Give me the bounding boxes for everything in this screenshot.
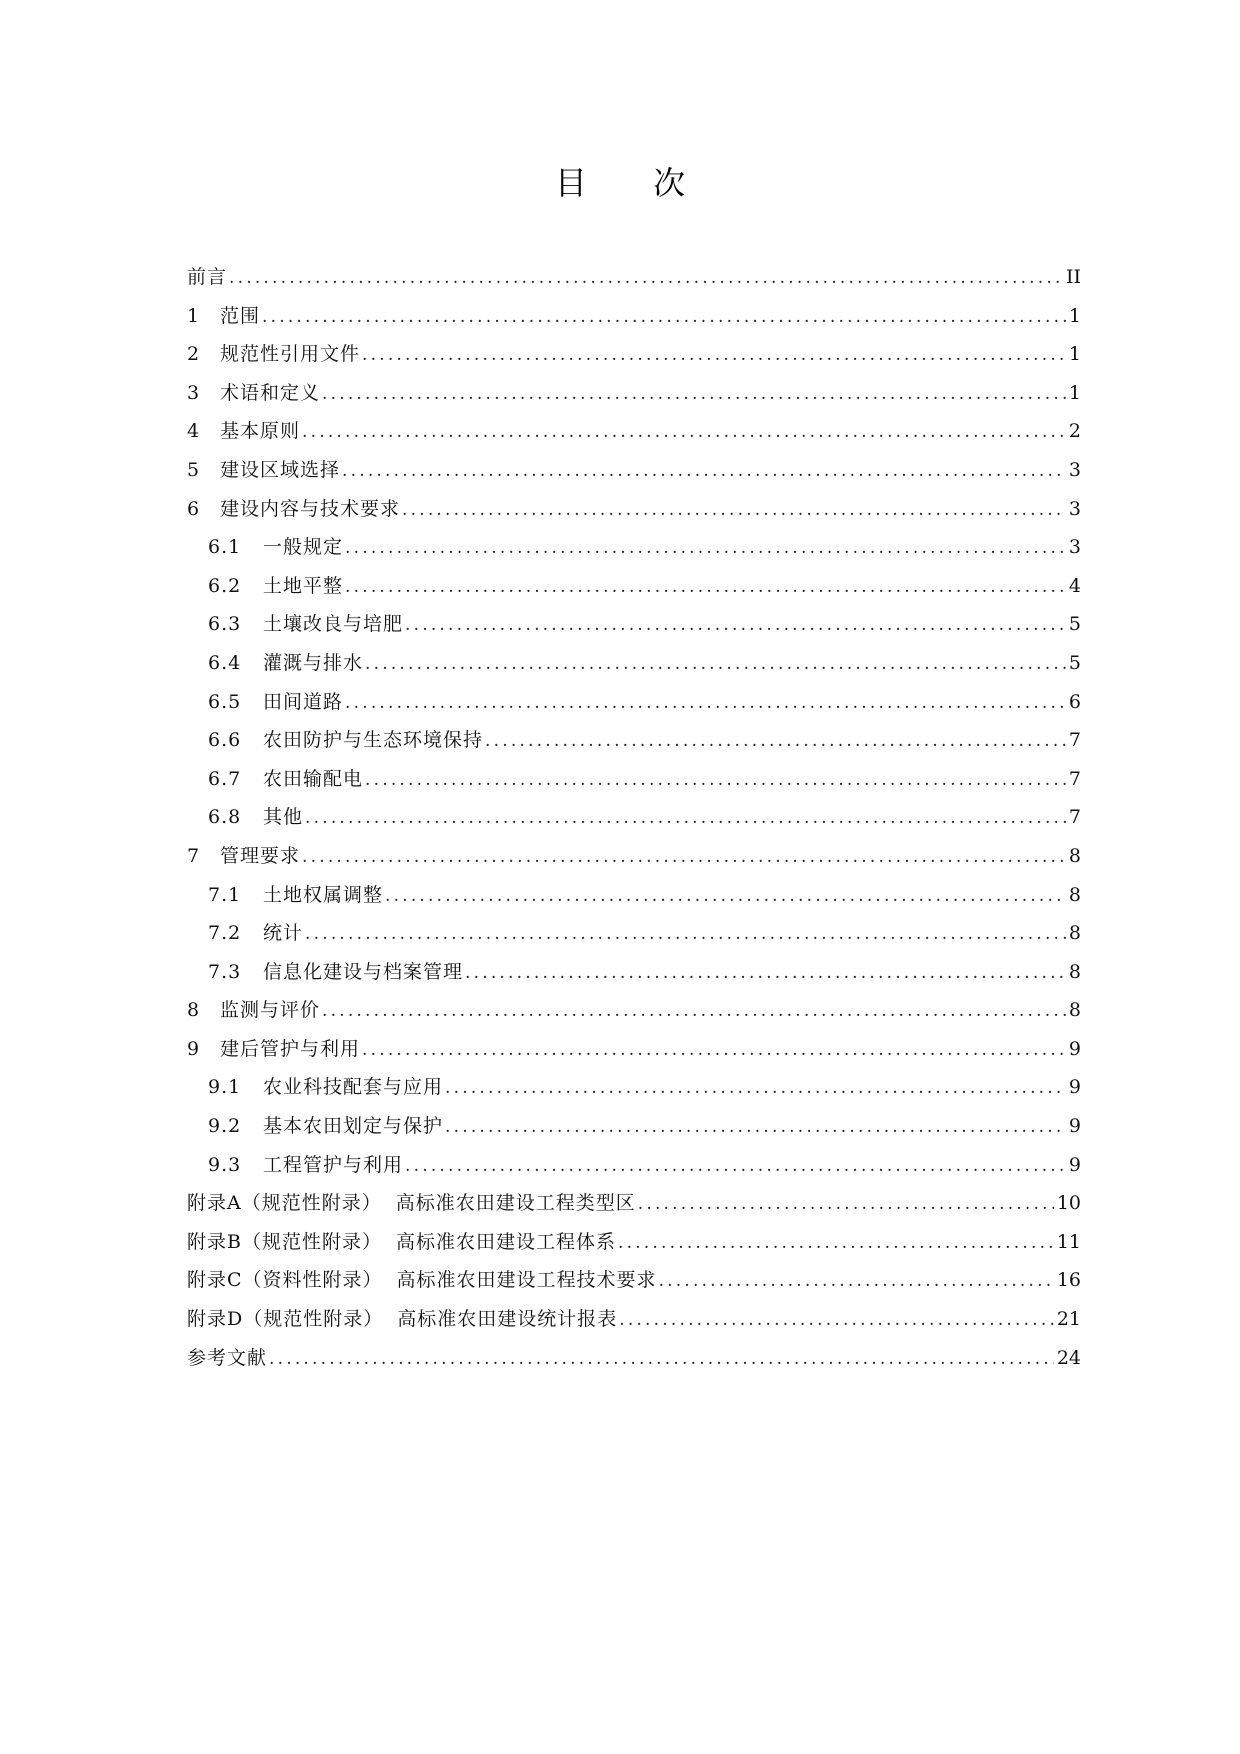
toc-entry[interactable] — [187, 721, 1081, 760]
dot-leader — [342, 452, 1066, 491]
dot-leader — [345, 568, 1066, 607]
toc-entry-title: 一般规定 — [263, 536, 344, 559]
toc-entry[interactable] — [187, 1184, 1081, 1223]
dot-leader — [405, 606, 1066, 645]
dot-leader — [362, 336, 1066, 375]
toc-entry-number: 7.2 — [208, 922, 242, 945]
toc-entry-page-number: II — [1065, 266, 1081, 288]
toc-entry-page-number: 8 — [1068, 960, 1081, 983]
toc-entry-page-number: 3 — [1068, 458, 1081, 481]
dot-leader — [485, 722, 1066, 761]
dot-leader — [618, 1224, 1054, 1263]
toc-entry-title: 建后管护与利用 — [220, 1037, 361, 1060]
toc-entry-title: 其他 — [263, 806, 304, 829]
toc-entry[interactable] — [187, 876, 1081, 915]
toc-entry[interactable] — [187, 335, 1081, 374]
toc-entry[interactable] — [187, 1223, 1081, 1262]
toc-entry-page-number: 5 — [1068, 613, 1081, 636]
dot-leader — [402, 491, 1066, 530]
toc-entry[interactable] — [187, 1030, 1081, 1069]
toc-entry-page-number: 24 — [1056, 1346, 1081, 1369]
toc-entry-number: 6.3 — [208, 613, 242, 636]
toc-entry-page-number: 2 — [1068, 420, 1081, 443]
toc-entry-page-number: 7 — [1068, 806, 1081, 829]
toc-entry-page-number: 4 — [1068, 574, 1081, 597]
dot-leader — [405, 1147, 1066, 1186]
toc-entry-page-number: 9 — [1068, 1037, 1081, 1060]
toc-entry-page-number: 8 — [1068, 922, 1081, 945]
dot-leader — [322, 375, 1066, 414]
toc-entry-number: 6.5 — [208, 690, 242, 713]
toc-entry[interactable] — [187, 490, 1081, 529]
toc-entry-subtitle: 高标准农田建设工程类型区 — [395, 1192, 636, 1215]
toc-entry-page-number: 6 — [1068, 690, 1081, 713]
toc-entry-title: 统计 — [263, 922, 304, 945]
dot-leader — [269, 1340, 1054, 1379]
toc-entry-title: 农田输配电 — [263, 767, 364, 790]
toc-entry-number: 6.8 — [208, 806, 242, 829]
toc-entry-title: 管理要求 — [220, 844, 301, 867]
toc-entry-title: 基本原则 — [220, 420, 301, 443]
toc-entry-title: 附录C（资料性附录） — [187, 1269, 383, 1292]
dot-leader — [619, 1301, 1054, 1340]
toc-entry-number: 6.6 — [208, 729, 242, 752]
dot-leader — [445, 1108, 1066, 1147]
toc-entry[interactable] — [187, 605, 1081, 644]
toc-entry-title: 建设内容与技术要求 — [220, 497, 401, 520]
dot-leader — [229, 259, 1063, 298]
toc-entry-number: 8 — [187, 999, 201, 1022]
toc-entry-title: 附录B（规范性附录） — [187, 1230, 382, 1253]
toc-entry-title: 参考文献 — [187, 1346, 268, 1369]
toc-entry-title: 建设区域选择 — [220, 458, 341, 481]
toc-entry-number: 6.4 — [208, 651, 242, 674]
toc-entry-page-number: 5 — [1068, 651, 1081, 674]
toc-entry-title: 灌溉与排水 — [263, 651, 364, 674]
toc-entry[interactable] — [187, 451, 1081, 490]
toc-entry[interactable] — [187, 1068, 1081, 1107]
toc-entry-page-number: 1 — [1068, 343, 1081, 366]
toc-entry-page-number: 11 — [1056, 1230, 1081, 1253]
dot-leader — [365, 761, 1066, 800]
toc-entry[interactable] — [187, 1146, 1081, 1185]
toc-entry-page-number: 3 — [1068, 536, 1081, 559]
toc-entry-page-number: 9 — [1068, 1115, 1081, 1138]
toc-entry-subtitle: 高标准农田建设工程体系 — [395, 1230, 616, 1253]
toc-entry[interactable] — [187, 412, 1081, 451]
toc-entry-page-number: 21 — [1056, 1308, 1081, 1331]
toc-entry[interactable] — [187, 1300, 1081, 1339]
toc-entry-page-number: 10 — [1056, 1192, 1081, 1215]
toc-entry-subtitle: 高标准农田建设统计报表 — [397, 1308, 618, 1331]
toc-entry-number: 6.2 — [208, 574, 242, 597]
toc-entry-subtitle: 高标准农田建设工程技术要求 — [396, 1269, 657, 1292]
toc-entry-number: 6.7 — [208, 767, 242, 790]
toc-entry[interactable] — [187, 528, 1081, 567]
toc-entry-number: 4 — [187, 420, 201, 443]
dot-leader — [445, 1069, 1066, 1108]
toc-entry[interactable] — [187, 953, 1081, 992]
toc-entry[interactable] — [187, 1261, 1081, 1300]
dot-leader — [465, 954, 1066, 993]
dot-leader — [638, 1185, 1054, 1224]
toc-entry-page-number: 9 — [1068, 1153, 1081, 1176]
toc-entry-page-number: 7 — [1068, 729, 1081, 752]
toc-entry[interactable] — [187, 914, 1081, 953]
toc-entry-title: 土地权属调整 — [263, 883, 384, 906]
toc-entry-number: 9.2 — [208, 1115, 242, 1138]
toc-entry-number: 2 — [187, 343, 201, 366]
toc-entry-title: 土壤改良与培肥 — [263, 613, 404, 636]
toc-entry-number: 7.1 — [208, 883, 242, 906]
toc-entry[interactable] — [187, 798, 1081, 837]
toc-entry-page-number: 9 — [1068, 1076, 1081, 1099]
toc-entry[interactable] — [187, 644, 1081, 683]
dot-leader — [362, 1031, 1066, 1070]
toc-entry-title: 前言 — [187, 266, 228, 288]
toc-entry-title: 附录A（规范性附录） — [187, 1192, 382, 1215]
dot-leader — [345, 529, 1066, 568]
toc-entry[interactable] — [187, 297, 1081, 336]
toc-entry-number: 9.3 — [208, 1153, 242, 1176]
toc-entry-title: 田间道路 — [263, 690, 344, 713]
dot-leader — [302, 838, 1066, 877]
toc-entry-number: 6 — [187, 497, 201, 520]
toc-entry-page-number: 8 — [1068, 883, 1081, 906]
toc-entry-title: 基本农田划定与保护 — [263, 1115, 444, 1138]
toc-entry-title: 工程管护与利用 — [263, 1153, 404, 1176]
toc-entry-title: 农业科技配套与应用 — [263, 1076, 444, 1099]
toc-entry-page-number: 1 — [1068, 381, 1081, 404]
toc-entry-page-number: 1 — [1068, 304, 1081, 327]
toc-entry[interactable] — [187, 258, 1081, 297]
toc-entry-number: 9 — [187, 1037, 201, 1060]
toc-entry-title: 农田防护与生态环境保持 — [263, 729, 484, 752]
toc-entry-number: 1 — [187, 304, 201, 327]
dot-leader — [345, 684, 1066, 723]
dot-leader — [365, 645, 1066, 684]
table-of-contents — [187, 258, 1081, 1377]
toc-entry-title: 信息化建设与档案管理 — [263, 960, 464, 983]
toc-entry[interactable] — [187, 991, 1081, 1030]
dot-leader — [302, 413, 1066, 452]
toc-entry[interactable] — [187, 1107, 1081, 1146]
toc-entry[interactable] — [187, 1339, 1081, 1378]
toc-entry-page-number: 8 — [1068, 999, 1081, 1022]
toc-entry-title: 术语和定义 — [220, 381, 321, 404]
toc-entry-number: 5 — [187, 458, 201, 481]
toc-entry-number: 7.3 — [208, 960, 242, 983]
toc-entry[interactable] — [187, 374, 1081, 413]
dot-leader — [322, 992, 1066, 1031]
toc-entry-number: 7 — [187, 844, 201, 867]
toc-entry[interactable] — [187, 683, 1081, 722]
page-title: 目 次 — [554, 164, 714, 202]
toc-entry[interactable] — [187, 760, 1081, 799]
dot-leader — [385, 877, 1066, 916]
toc-entry-number: 6.1 — [208, 536, 242, 559]
toc-entry-page-number: 16 — [1056, 1269, 1081, 1292]
toc-entry-title: 土地平整 — [263, 574, 344, 597]
toc-entry[interactable] — [187, 567, 1081, 606]
dot-leader — [305, 915, 1066, 954]
toc-entry-page-number: 3 — [1068, 497, 1081, 520]
toc-entry-title: 附录D（规范性附录） — [187, 1308, 384, 1331]
dot-leader — [659, 1262, 1054, 1301]
toc-entry-title: 监测与评价 — [220, 999, 321, 1022]
toc-entry-number: 9.1 — [208, 1076, 242, 1099]
toc-entry-title: 范围 — [220, 304, 261, 327]
toc-entry-number: 3 — [187, 381, 201, 404]
toc-entry-title: 规范性引用文件 — [220, 343, 361, 366]
toc-entry[interactable] — [187, 837, 1081, 876]
toc-entry-page-number: 8 — [1068, 844, 1081, 867]
dot-leader — [305, 799, 1066, 838]
dot-leader — [262, 298, 1066, 337]
toc-entry-page-number: 7 — [1068, 767, 1081, 790]
